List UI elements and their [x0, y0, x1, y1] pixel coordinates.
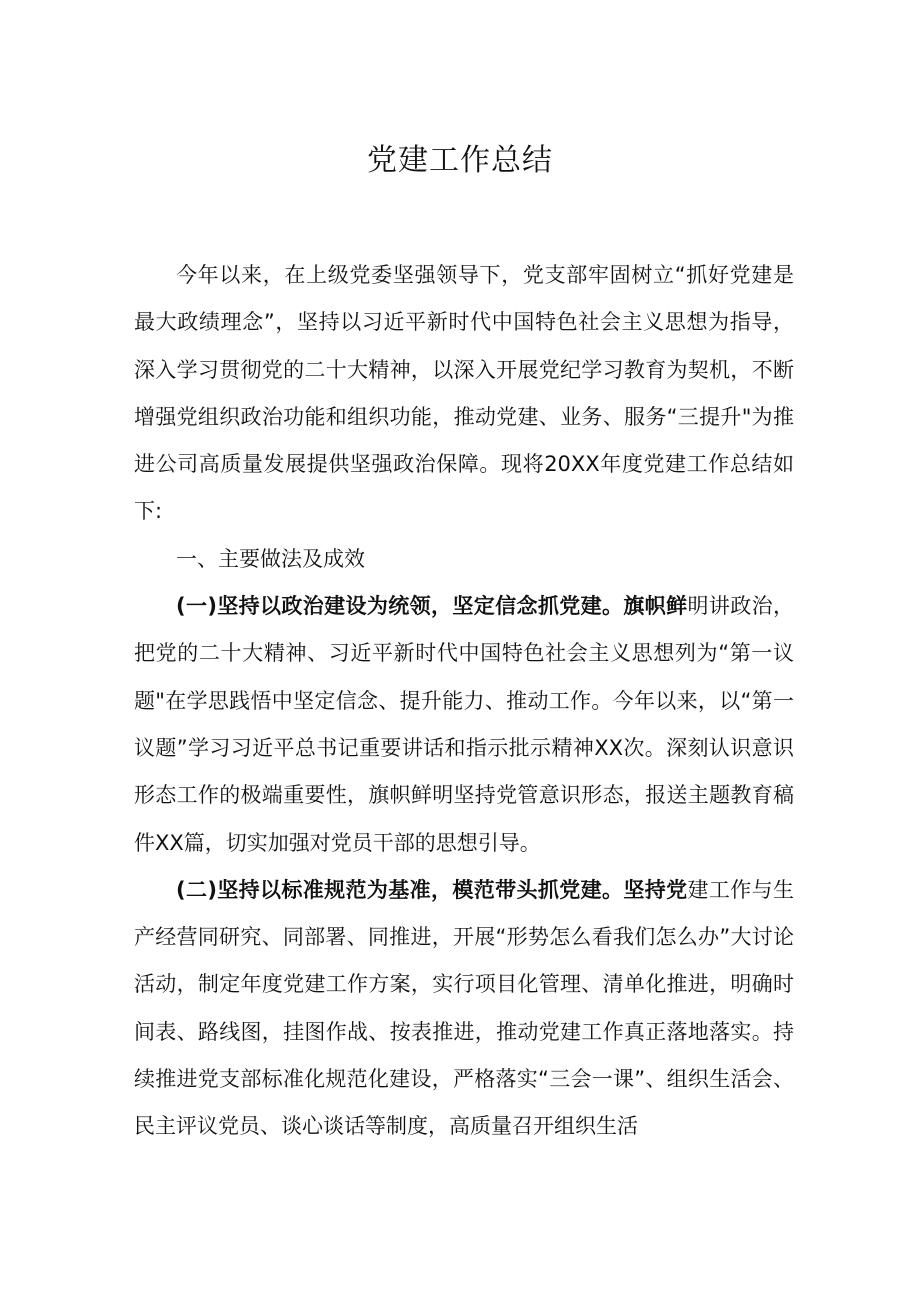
section-heading: 一、主要做法及成效 [176, 546, 365, 571]
paragraph-2-text: 建工作与生产经营同研究、同部署、同推进，开展“形势怎么看我们怎么办”大讨论活动，制定年度党建工作方案，实行项目化管理、清单化推进，明确时间表、路线图，挂图作战、按表推进，推动党建工作真正落地落实。持续推进党支部标准化规范化建设，严格落实“三会一课”、组织生活会、民主评议党员、谈心谈话等制度，高质量召开组织生活 [134, 877, 795, 1139]
paragraph-2 [134, 867, 794, 1151]
paragraph-1-text: 明讲政治，把党的二十大精神、习近平新时代中国特色社会主义思想列为“第一议题"在学思践悟中坚定信念、提升能力、推动工作。今年以来，以“第一议题”学习习近平总书记重要讲话和指示批示精神XX次。深刻认识意识形态工作的极端重要性，旗帜鲜明坚持党管意识形态，报送主题教育稿件XX篇，切实加强对党员干部的思想引导。 [134, 594, 795, 855]
paragraph-1 [134, 583, 794, 867]
paragraph-2-bold: (二)坚持以标准规范为基准，模范带头抓党建。坚持党 [176, 877, 688, 902]
intro-paragraph: 今年以来，在上级党委坚强领导下，党支部牢固树立“抓好党建是最大政绩理念”，坚持以习近平新时代中国特色社会主义思想为指导，深入学习贯彻党的二十大精神，以深入开展党纪学习教育为契机，不断增强党组织政治功能和组织功能，推动党建、业务、服务“三提升"为推进公司高质量发展提供坚强政治保障。现将20XX年度党建工作总结如下: [134, 263, 794, 524]
document-body [134, 252, 794, 1151]
document-title: 党建工作总结 [367, 143, 553, 178]
paragraph-1-bold: (一)坚持以政治建设为统领，坚定信念抓党建。旗帜鲜 [176, 594, 688, 619]
